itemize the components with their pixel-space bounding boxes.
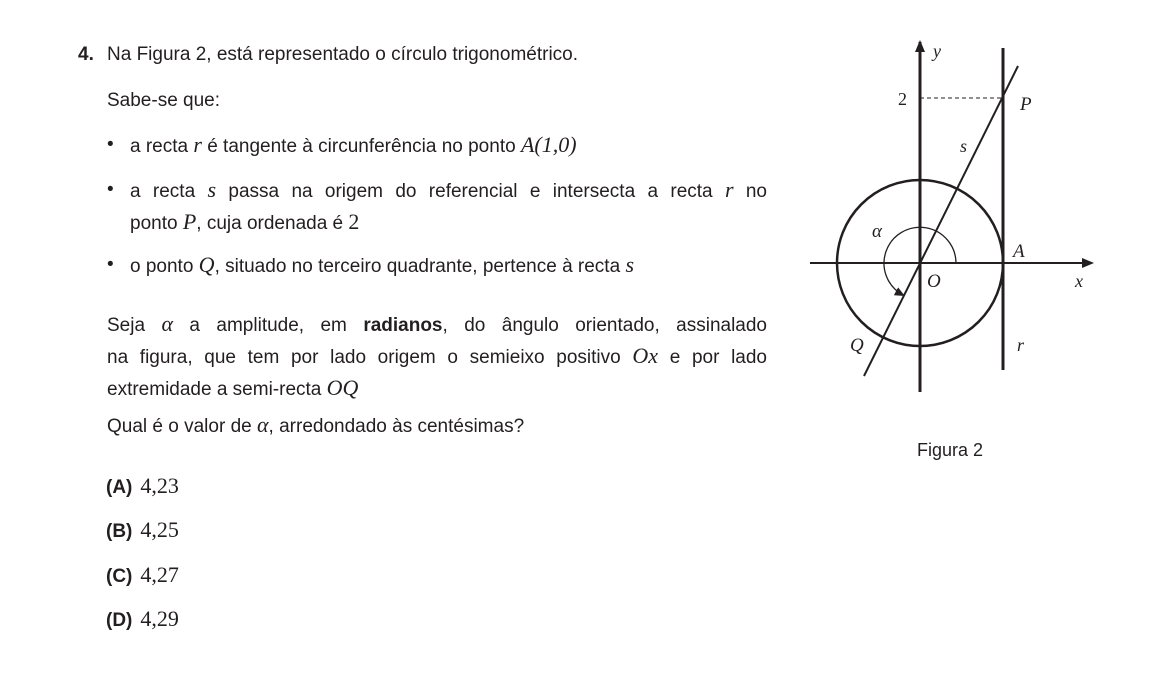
figure-caption: Figura 2 <box>917 440 984 460</box>
label-x: x <box>1075 271 1083 291</box>
bullet-text: o ponto Q, situado no terceiro quadrante, pertence à recta s <box>130 252 634 277</box>
label-s: s <box>960 136 968 156</box>
option-letter: (C) <box>106 566 133 587</box>
option-value: 4,27 <box>140 562 179 587</box>
bullet-text: a recta r é tangente à circunferência no ponto A(1,0) <box>130 132 577 157</box>
label-O: O <box>927 271 941 292</box>
label-two: 2 <box>898 89 907 109</box>
label-P: P <box>1020 94 1032 115</box>
option-value: 4,23 <box>140 473 179 498</box>
option-letter: (D) <box>106 610 133 631</box>
option-b[interactable] <box>106 517 179 543</box>
question-number: 4. <box>78 44 94 65</box>
label-alpha: α <box>872 221 882 242</box>
option-c[interactable] <box>106 562 179 588</box>
line-s <box>864 66 1018 376</box>
bullet-dot: • <box>107 134 114 155</box>
option-d[interactable] <box>106 606 179 632</box>
option-a[interactable] <box>106 473 179 499</box>
bullet-item-2 <box>107 175 767 237</box>
option-letter: (A) <box>106 477 133 498</box>
option-letter: (B) <box>106 521 133 542</box>
label-r: r <box>1017 335 1025 355</box>
label-y: y <box>933 41 941 61</box>
trig-circle-figure <box>800 30 1110 410</box>
question-ask: Qual é o valor de α, arredondado às centésimas? <box>107 412 525 437</box>
bullet-dot: • <box>107 179 114 200</box>
label-A: A <box>1013 241 1025 262</box>
paragraph-definition: Seja α a amplitude, em radianos, do ângulo orientado, assinalado na figura, que tem por lado origem o semieixo positivo Ox e por lado extremidade a semi-recta OQ <box>107 311 767 400</box>
intro-text: Sabe-se que: <box>107 90 221 111</box>
bullet-dot: • <box>107 254 114 275</box>
bullet-text: a recta s passa na origem do referencial e intersecta a recta r no ponto P, cuja ordenada é 2 <box>130 177 767 234</box>
option-value: 4,25 <box>140 517 179 542</box>
label-Q: Q <box>850 335 864 356</box>
question-title: Na Figura 2, está representado o círculo trigonométrico. <box>107 44 579 65</box>
option-value: 4,29 <box>140 606 179 631</box>
